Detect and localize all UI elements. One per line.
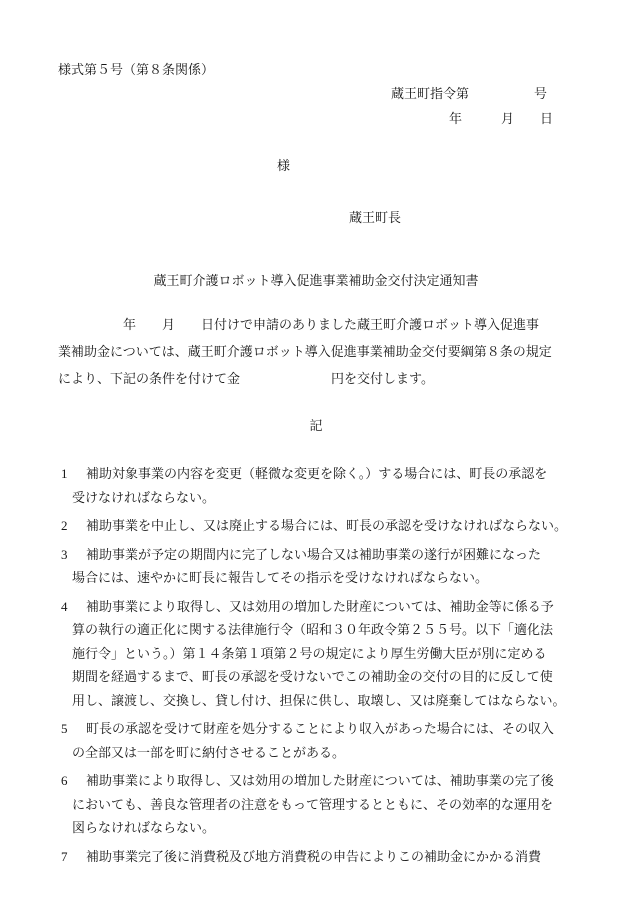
item-line: 用し、譲渡し、交換し、貸し付け、担保に供し、取壊し、又は廃棄してはならない。 <box>72 692 566 708</box>
item-line: 図らなければならない。 <box>72 820 216 835</box>
directive-number-line: 蔵王町指令第 号 <box>390 86 547 101</box>
item-number: 6 <box>61 773 68 788</box>
item-number: 1 <box>61 466 68 481</box>
item-number: 7 <box>61 848 68 864</box>
form-number: 様式第５号（第８条関係） <box>58 62 215 77</box>
item-line: 算の執行の適正化に関する法律施行令（昭和３０年政令第２５５号。以下「適化法 <box>72 622 554 637</box>
body-line: 年 月 日付けで申請のありました蔵王町介護ロボット導入促進事 <box>58 317 540 332</box>
list-item-5 <box>58 717 574 764</box>
body-paragraph <box>58 311 574 392</box>
item-line: 場合には、速やかに町長に報告してその指示を受けなければならない。 <box>72 570 489 585</box>
item-number: 4 <box>61 598 68 614</box>
item-number: 2 <box>61 518 68 533</box>
item-line: の全部又は一部を町に納付させることがある。 <box>72 744 346 760</box>
item-line: 補助事業が予定の期間内に完了しない場合又は補助事業の遂行が困難になった <box>86 546 542 562</box>
item-line: 町長の承認を受けて財産を処分することにより収入があった場合には、その収入 <box>86 721 554 736</box>
body-line: 業補助金については、蔵王町介護ロボット導入促進事業補助金交付要綱第８条の規定 <box>58 344 552 359</box>
item-number: 3 <box>61 546 68 562</box>
list-item-1 <box>58 462 574 509</box>
list-item-6 <box>58 769 574 840</box>
item-line: 受けなければならない。 <box>72 489 216 505</box>
date-line: 年 月 日 <box>448 111 553 126</box>
item-line: 補助事業完了後に消費税及び地方消費税の申告によりこの補助金にかかる消費 <box>86 848 542 864</box>
list-item-2 <box>58 514 574 538</box>
item-number: 5 <box>61 721 68 736</box>
addressee-honorific: 様 <box>277 158 291 173</box>
sender-mayor: 蔵王町長 <box>349 210 402 225</box>
item-line: 補助事業により取得し、又は効用の増加した財産については、補助事業の完了後 <box>86 773 554 788</box>
list-item-4 <box>58 595 574 713</box>
item-line: 期間を経過するまで、町長の承認を受けないでこの補助金の交付の目的に反して使 <box>72 669 553 684</box>
item-line: 補助事業により取得し、又は効用の増加した財産については、補助金等に係る予 <box>86 598 554 614</box>
body-line: により、下記の条件を付けて金 円を交付します。 <box>58 371 434 386</box>
item-line: 補助事業を中止し、又は廃止する場合には、町長の承認を受けなければならない。 <box>86 518 568 533</box>
item-line: 施行令」という。）第１４条第１項第２号の規定により厚生労働大臣が別に定める <box>72 645 547 661</box>
document-title: 蔵王町介護ロボット導入促進事業補助金交付決定通知書 <box>153 273 479 288</box>
conditions-list <box>58 462 574 868</box>
item-line: 補助対象事業の内容を変更（軽微な変更を除く。）する場合には、町長の承認を <box>86 466 548 481</box>
ki-heading: 記 <box>309 418 323 433</box>
item-line: においても、善良な管理者の注意をもって管理するとともに、その効率的な運用を <box>72 796 554 812</box>
list-item-7 <box>58 845 574 869</box>
list-item-3 <box>58 543 574 590</box>
